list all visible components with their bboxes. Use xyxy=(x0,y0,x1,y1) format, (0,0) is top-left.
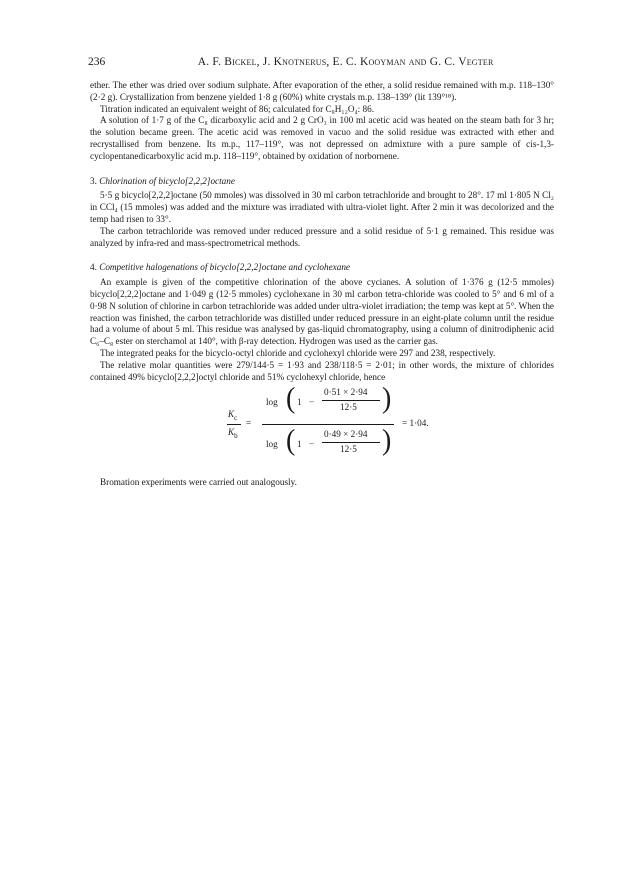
page-number: 236 xyxy=(88,56,106,68)
running-header xyxy=(88,56,558,68)
lhs-numerator: $K_c$ xyxy=(228,409,238,423)
paragraph: Titration indicated an equivalent weight of 86; calculated for C₈H₁₂O₄: 86. xyxy=(100,103,374,114)
bottom-inner-denominator: 12·5 xyxy=(340,444,357,455)
log-bottom: log xyxy=(266,439,278,450)
article-body xyxy=(90,80,554,489)
section-heading: 3. Chlorination of bicyclo[2,2,2]octane xyxy=(90,175,235,186)
bottom-inner-numerator: 0·49 × 2·94 xyxy=(324,429,368,440)
lhs-denominator: $K_b$ xyxy=(228,427,238,441)
paragraph: The integrated peaks for the bicyclo-octyl chloride and cyclohexyl chloride were 297 and 238, respectively. xyxy=(100,347,496,358)
header-authors: A. F. Bickel, J. Knotnerus, E. C. Kooyman and G. C. Vegter xyxy=(197,56,494,68)
paragraph: 5·5 g bicyclo[2,2,2]octane (50 mmoles) was dissolved in 30 ml carbon tetrachloride and brought to 28°. 17 ml 1·805 N Cl₂ in CCl₄ (15 mmoles) was added and the mixture was irradiated with ultra-violet light. After 2 min it was decolorized and the temp had risen to 33°. xyxy=(90,190,554,224)
top-inner-numerator: 0·51 × 2·94 xyxy=(324,387,368,398)
paragraph: The carbon tetrachloride was removed under reduced pressure and a solid residue of 5·1 g remained. This residue was analyzed by infra-red and mass-spectrometrical methods. xyxy=(90,225,554,248)
paragraph: An example is given of the competitive chlorination of the above cycianes. A solution of 1·376 g (12·5 mmoles) bicyclo[2,2,2]octane and 1·049 g (12·5 mmoles) cyclohexane in 30 ml carbon tetra-chloride was cooled to 5° and 6 ml of a 0·98 N solution of chlorine in carbon tetrachloride was added under ultra-violet irradiation; the temp was kept at 5°. When the reaction was finished, the carbon tetrachloride was distilled under reduced pressure in an eight-plate column until the residue had a volume of about 5 ml. This residue was analysed by gas-liquid chromatography, using a column of dinitrodiphenic acid C₆–C₈ ester on sterchamol at 140°, with β-ray detection. Hydrogen was used as the carrier gas. xyxy=(90,277,555,347)
paragraph: A solution of 1·7 g of the C₈ dicarboxylic acid and 2 g CrO₃ in 100 ml acetic acid was heated on the steam bath for 3 hr; the solution became green. The acetic acid was removed in vacuo and the solid residue was extracted with ether and recrystallised from benzene. Its m.p., 117–119°, was not depressed on admixture with a pure sample of cis-1,3-cyclopentanedicarboxylic acid m.p. 118–119°, obtained by oxidation of norbornene. xyxy=(90,115,554,161)
top-inner-denominator: 12·5 xyxy=(340,402,357,413)
paragraph: ether. The ether was dried over sodium sulphate. After evaporation of the ether, a solid residue remained with m.p. 118–130° (2·2 g). Crystallization from benzene yielded 1·8 g (60%) white crystals m.p. 138–139° (lit 139°¹⁸). xyxy=(90,80,554,102)
section-heading: 4. Competitive halogenations of bicyclo[2,2,2]octane and cyclohexane xyxy=(90,262,350,273)
equals-sign: = xyxy=(246,418,252,429)
closing-paragraph: Bromation experiments were carried out analogously. xyxy=(100,477,297,488)
rate-ratio-equation: $K_c$ $K_b$ = log ( 1 − 0·51 × 2·94 12·5 ) log ( 1 − 0·49 × 2·94 12·5 ) = 1·04. xyxy=(228,382,429,458)
equation-result: = 1·04. xyxy=(402,418,429,429)
paragraph: The relative molar quantities were 279/144·5 = 1·93 and 238/118·5 = 2·01; in other words, the mixture of chlorides contained 49% bicyclo[2,2,2]octyl chloride and 51% cyclohexyl chloride, hence xyxy=(90,359,554,382)
log-top: log xyxy=(266,397,278,408)
